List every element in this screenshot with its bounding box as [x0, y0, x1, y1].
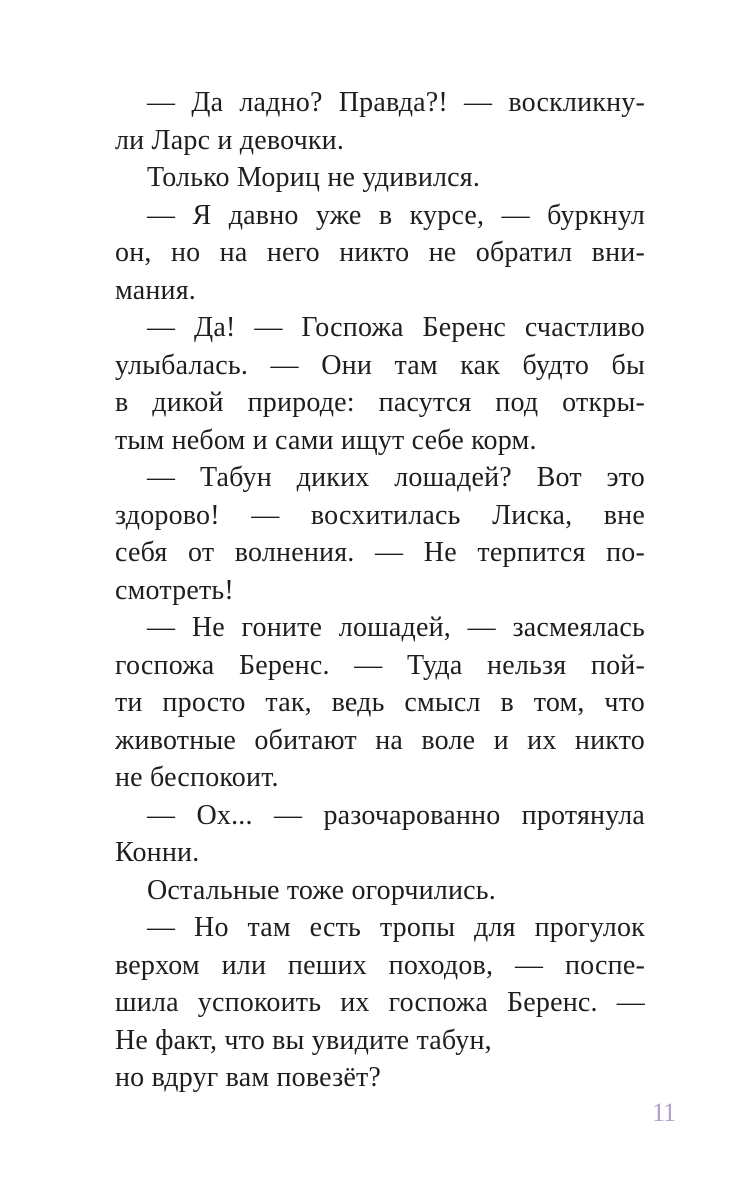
- text-line: Не факт, что вы увидите табун,: [115, 1024, 492, 1056]
- text-line: Остальные тоже огорчились.: [147, 874, 496, 906]
- text-line: шила успокоить их госпожа Беренс. —: [115, 987, 645, 1018]
- text-line: — Я давно уже в курсе, — буркнул: [147, 199, 645, 231]
- text-line: мания.: [115, 274, 197, 306]
- page-number: 11: [651, 1098, 675, 1127]
- text-line: — Но там есть тропы для прогулок: [147, 912, 645, 943]
- paragraph: [115, 909, 645, 1097]
- text-line: — Табун диких лошадей? Вот это: [147, 462, 645, 493]
- text-line: в дикой природе: пасутся под откры-: [115, 387, 645, 418]
- text-line: смотреть!: [115, 574, 234, 606]
- text-line: — Ох... — разочарованно протянула: [147, 799, 645, 831]
- page-text: [115, 84, 645, 1097]
- text-line: — Да ладно? Правда?! — воскликну-: [147, 87, 645, 118]
- paragraph: [115, 197, 645, 310]
- paragraph: [115, 797, 645, 872]
- text-line: — Не гоните лошадей, — засмеялась: [147, 612, 645, 643]
- text-line: ли Ларс и девочки.: [115, 124, 345, 156]
- paragraph: [115, 459, 645, 609]
- text-line: Конни.: [115, 837, 200, 868]
- text-line: он, но на него никто не обратил вни-: [115, 237, 645, 268]
- text-line: — Да! — Госпожа Беренс счастливо: [147, 312, 645, 343]
- text-line: тым небом и сами ищут себе корм.: [115, 424, 537, 456]
- paragraph: [115, 309, 645, 459]
- text-line: ти просто так, ведь смысл в том, что: [115, 687, 645, 718]
- text-line: Только Мориц не удивился.: [147, 162, 481, 193]
- text-line: себя от волнения. — Не терпится по-: [115, 537, 645, 568]
- text-line: животные обитают на воле и их никто: [115, 724, 645, 756]
- text-line: улыбалась. — Они там как будто бы: [115, 349, 645, 381]
- paragraph: [115, 609, 645, 797]
- text-line: но вдруг вам повезёт?: [115, 1062, 382, 1093]
- text-line: верхом или пеших походов, — поспе-: [115, 949, 645, 981]
- text-line: госпожа Беренс. — Туда нельзя пой-: [115, 649, 645, 681]
- text-line: не беспокоит.: [115, 762, 279, 793]
- paragraph: [115, 84, 645, 159]
- text-line: здорово! — восхитилась Лиска, вне: [115, 499, 645, 531]
- paragraph: [115, 872, 645, 910]
- paragraph: [115, 159, 645, 197]
